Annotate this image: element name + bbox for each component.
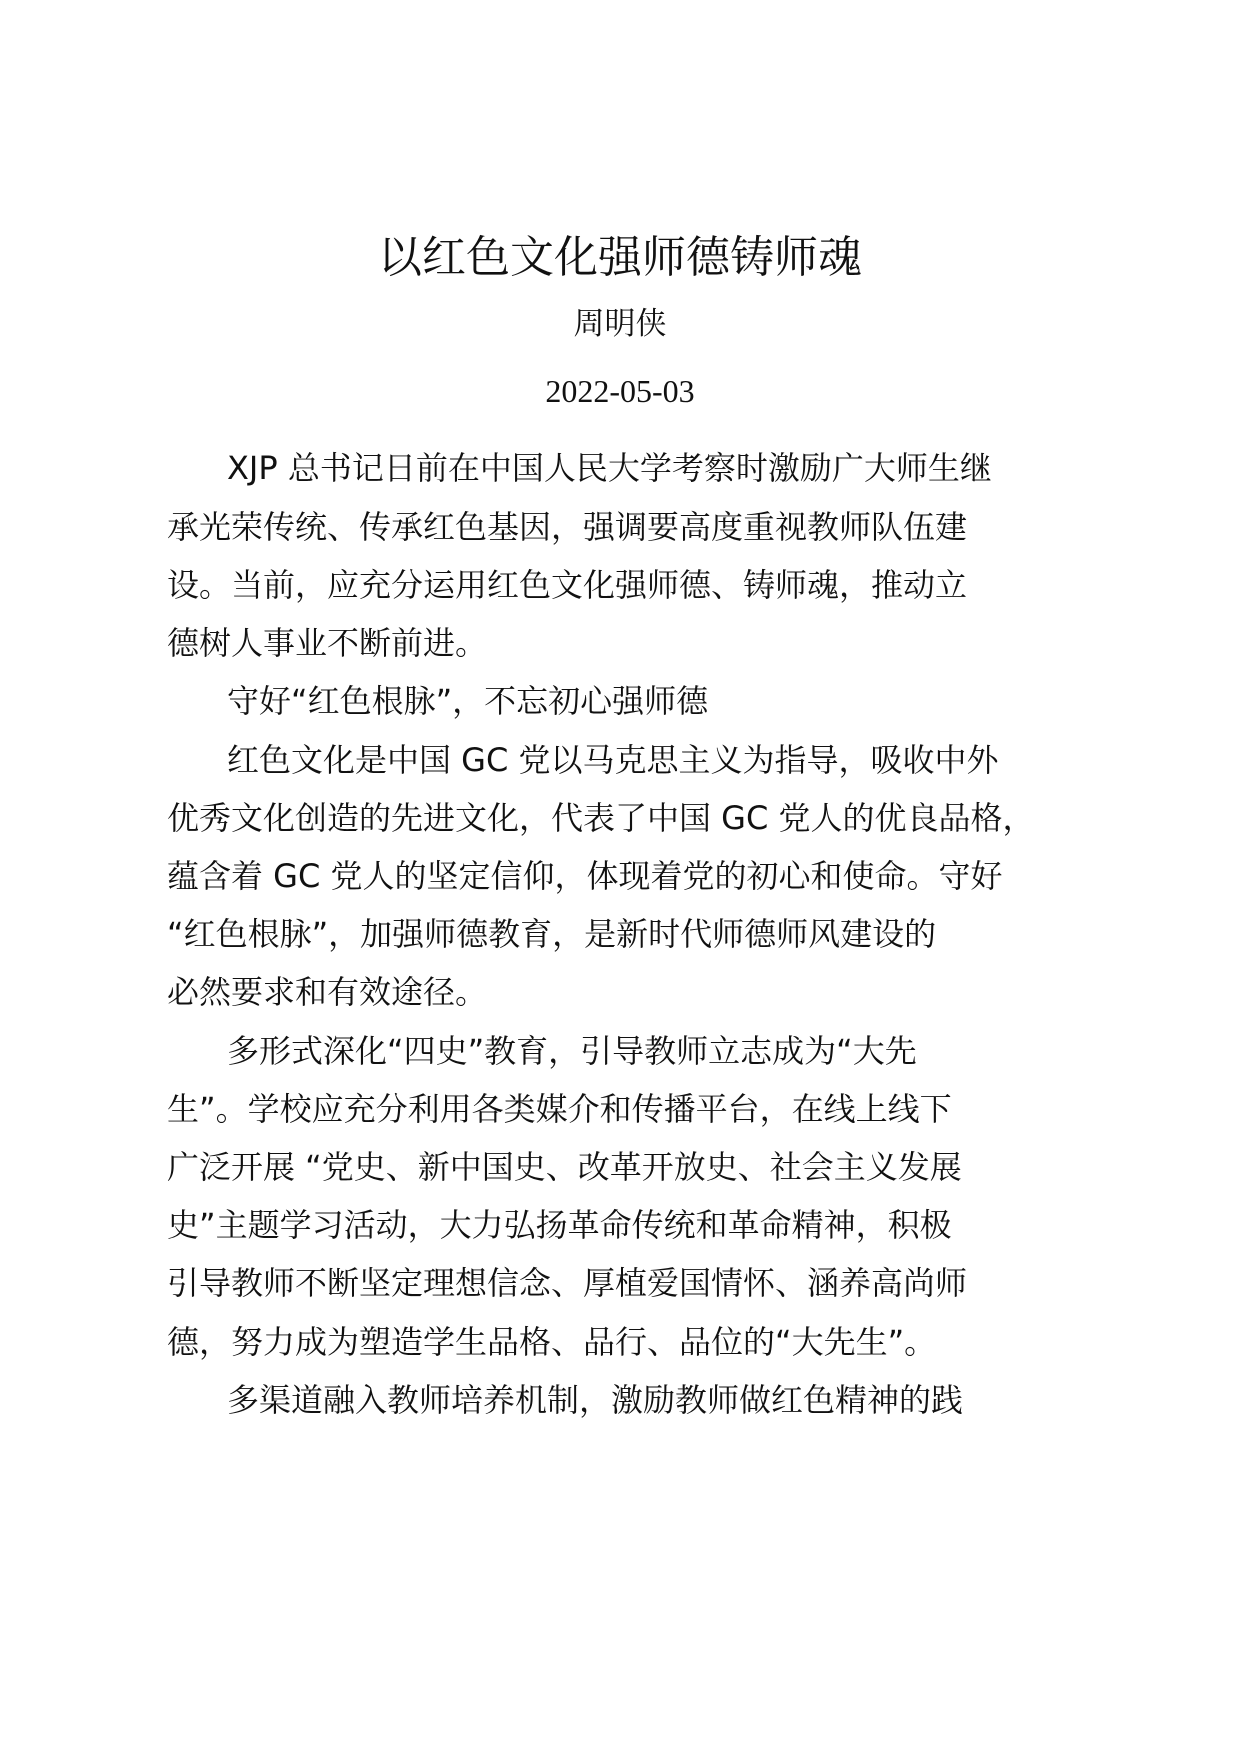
author-name: 周明侠: [573, 306, 667, 342]
document-title: 以红色文化强师德铸师魂: [378, 232, 862, 283]
document-page: 以红色文化强师德铸师魂 周明侠 2022-05-03 XJP 总书记日前在中国人民大学考察时激励广大师生继 承光荣传统、传承红色基因，强调要高度重视教师队伍建 设。当前，应充分运用红色文化强师德、铸师魂，推动立 德树人事业不断前进。 守好“红色根脉”，不忘初心强师德 红色文化是中国 GC 党以马克思主义为指导，吸收中外 优秀文化创造的先进文化，代表了中国 GC 党人的优良品格， 蕴含着 GC 党人的坚定信仰，体现着党的初心和使命。守好 “红色根脉”，加强师德教育，是新时代师德师风建设的 必然要求和有效途径。 多形式深化“四史”教育，引导教师立志成为“大先 生”。学校应充分利用各类媒介和传播平台，在线上线下 广泛开展 “党史、新中国史、改革开放史、社会主义发展 史”主题学习活动，大力弘扬革命传统和革命精神，积极 引导教师不断坚定理想信念、厚植爱国情怀、涵养高尚师 德，努力成为塑造学生品格、品行、品位的“大先生”。 多渠道融入教师培养机制，激励教师做红色精神的践: [0, 0, 1240, 1754]
publish-date: 2022-05-03: [545, 373, 695, 409]
